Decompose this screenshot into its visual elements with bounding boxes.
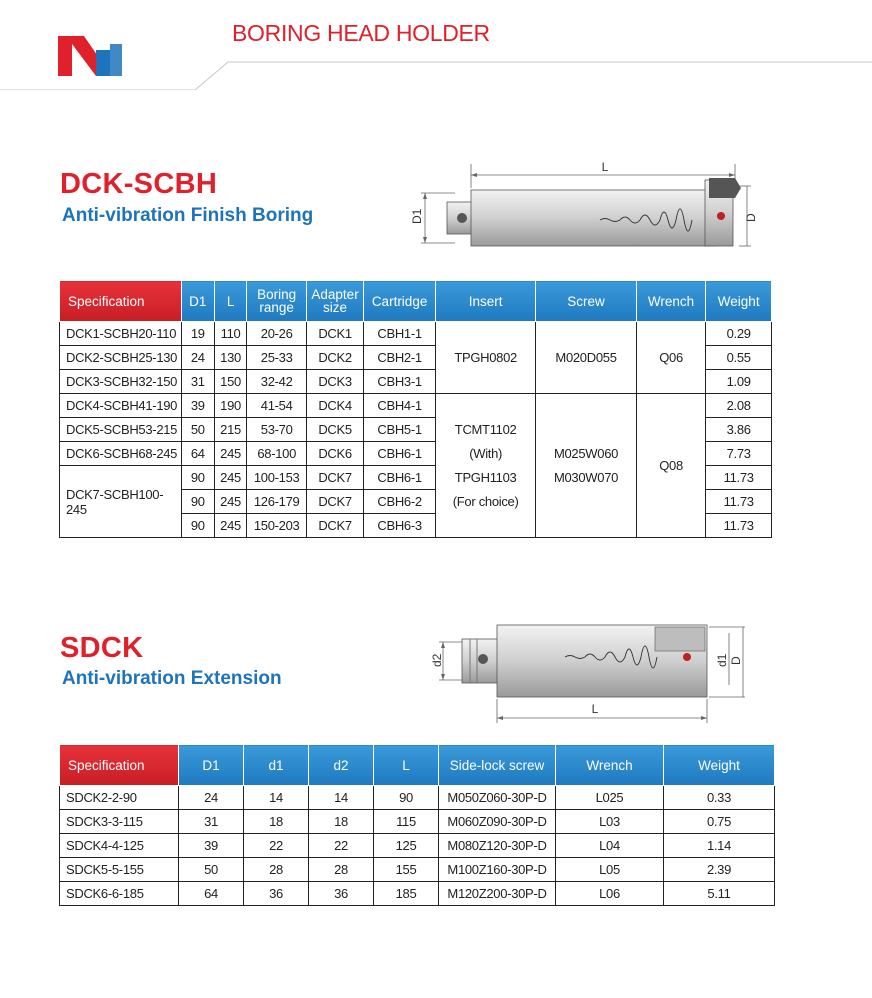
section2-title: SDCK bbox=[60, 632, 144, 664]
col-header-insert: Insert bbox=[435, 281, 535, 322]
cell-L: 90 bbox=[374, 786, 439, 810]
cell-range: 41-54 bbox=[247, 394, 306, 418]
cell-wrench: L05 bbox=[556, 858, 664, 882]
cell-wrench-group2: Q08 bbox=[636, 394, 706, 538]
cell-wrench: L06 bbox=[556, 882, 664, 906]
dim-label-d1: d1 bbox=[715, 653, 729, 667]
screw-line: M030W070 bbox=[553, 469, 619, 485]
cell-d1: 90 bbox=[181, 490, 214, 514]
cell-weight: 2.39 bbox=[664, 858, 775, 882]
screw-line: M025W060 bbox=[553, 445, 619, 461]
cell-d1: 18 bbox=[244, 810, 309, 834]
dim-label-L: L bbox=[601, 160, 609, 174]
extension-diagram bbox=[425, 615, 765, 725]
col-header-d1: D1 bbox=[181, 281, 214, 322]
cell-d1: 36 bbox=[244, 882, 309, 906]
cell-l: 150 bbox=[214, 370, 247, 394]
cell-weight: 3.86 bbox=[706, 418, 772, 442]
cell-insert-group2 bbox=[435, 394, 535, 538]
cell-L: 185 bbox=[374, 882, 439, 906]
col-header-boring-range: Boring range bbox=[247, 281, 306, 322]
col-header-weight: Weight bbox=[706, 281, 772, 322]
col-header-cartridge: Cartridge bbox=[364, 281, 436, 322]
dim-label-D1: D1 bbox=[410, 208, 424, 224]
cell-wrench: L025 bbox=[556, 786, 664, 810]
cell-l: 190 bbox=[214, 394, 247, 418]
cell-cartridge: CBH6-2 bbox=[364, 490, 436, 514]
dim-label-d2: d2 bbox=[430, 653, 444, 667]
cell-l: 245 bbox=[214, 514, 247, 538]
cell-spec: SDCK2-2-90 bbox=[60, 786, 179, 810]
cell-spec: DCK6-SCBH68-245 bbox=[60, 442, 182, 466]
cell-D1: 24 bbox=[179, 786, 244, 810]
cell-l: 245 bbox=[214, 466, 247, 490]
cell-spec: SDCK4-4-125 bbox=[60, 834, 179, 858]
cell-cartridge: CBH6-1 bbox=[364, 442, 436, 466]
cell-l: 110 bbox=[214, 322, 247, 346]
dim-label-L: L bbox=[591, 702, 599, 716]
cell-weight: 0.29 bbox=[706, 322, 772, 346]
cell-screw: M060Z090-30P-D bbox=[439, 810, 556, 834]
cell-weight: 1.14 bbox=[664, 834, 775, 858]
cell-adapter: DCK3 bbox=[306, 370, 363, 394]
cell-adapter: DCK7 bbox=[306, 490, 363, 514]
cell-cartridge: CBH2-1 bbox=[364, 346, 436, 370]
cell-weight: 2.08 bbox=[706, 394, 772, 418]
table-row bbox=[60, 882, 775, 906]
cell-l: 130 bbox=[214, 346, 247, 370]
cell-L: 155 bbox=[374, 858, 439, 882]
cell-range: 68-100 bbox=[247, 442, 306, 466]
page-title: BORING HEAD HOLDER bbox=[232, 20, 490, 46]
col-header-L: L bbox=[374, 745, 439, 786]
cell-d2: 22 bbox=[309, 834, 374, 858]
cell-weight: 11.73 bbox=[706, 514, 772, 538]
cell-d2: 18 bbox=[309, 810, 374, 834]
cell-insert-group1: TPGH0802 bbox=[435, 322, 535, 394]
cell-spec: DCK1-SCBH20-110 bbox=[60, 322, 182, 346]
boring-head-diagram bbox=[405, 150, 785, 255]
cell-D1: 50 bbox=[179, 858, 244, 882]
cell-d1: 28 bbox=[244, 858, 309, 882]
cell-screw: M100Z160-30P-D bbox=[439, 858, 556, 882]
cell-spec: SDCK6-6-185 bbox=[60, 882, 179, 906]
cell-wrench: L04 bbox=[556, 834, 664, 858]
cell-D1: 31 bbox=[179, 810, 244, 834]
col-header-wrench: Wrench bbox=[556, 745, 664, 786]
cell-d1: 90 bbox=[181, 514, 214, 538]
col-header-wrench: Wrench bbox=[636, 281, 706, 322]
cell-wrench-group1: Q06 bbox=[636, 322, 706, 394]
cell-adapter: DCK7 bbox=[306, 466, 363, 490]
insert-line: (With) bbox=[469, 445, 503, 461]
cell-l: 245 bbox=[214, 490, 247, 514]
cell-weight: 0.75 bbox=[664, 810, 775, 834]
cell-range: 32-42 bbox=[247, 370, 306, 394]
cell-adapter: DCK1 bbox=[306, 322, 363, 346]
cell-cartridge: CBH6-1 bbox=[364, 466, 436, 490]
col-header-screw: Screw bbox=[536, 281, 636, 322]
table-row bbox=[60, 810, 775, 834]
cell-screw: M050Z060-30P-D bbox=[439, 786, 556, 810]
cell-cartridge: CBH4-1 bbox=[364, 394, 436, 418]
cell-l: 215 bbox=[214, 418, 247, 442]
cell-adapter: DCK6 bbox=[306, 442, 363, 466]
cell-adapter: DCK7 bbox=[306, 514, 363, 538]
section2-subtitle: Anti-vibration Extension bbox=[62, 668, 282, 689]
section1-title: DCK-SCBH bbox=[60, 168, 218, 200]
insert-line: (For choice) bbox=[452, 493, 519, 509]
cell-spec: SDCK5-5-155 bbox=[60, 858, 179, 882]
col-header-l: L bbox=[214, 281, 247, 322]
cell-range: 100-153 bbox=[247, 466, 306, 490]
table-row bbox=[60, 394, 772, 418]
cell-weight: 11.73 bbox=[706, 466, 772, 490]
cell-weight: 0.55 bbox=[706, 346, 772, 370]
cell-weight: 5.11 bbox=[664, 882, 775, 906]
cell-d1: 64 bbox=[181, 442, 214, 466]
table-row bbox=[60, 834, 775, 858]
cell-adapter: DCK4 bbox=[306, 394, 363, 418]
cell-spec: DCK2-SCBH25-130 bbox=[60, 346, 182, 370]
cell-D1: 64 bbox=[179, 882, 244, 906]
cell-cartridge: CBH1-1 bbox=[364, 322, 436, 346]
cell-d1: 22 bbox=[244, 834, 309, 858]
dim-label-D: D bbox=[744, 213, 758, 222]
cell-cartridge: CBH6-3 bbox=[364, 514, 436, 538]
col-header-D1: D1 bbox=[179, 745, 244, 786]
cell-range: 126-179 bbox=[247, 490, 306, 514]
cell-d2: 28 bbox=[309, 858, 374, 882]
sdck-table bbox=[59, 744, 775, 906]
cell-spec: DCK5-SCBH53-215 bbox=[60, 418, 182, 442]
cell-spec: DCK7-SCBH100-245 bbox=[60, 466, 182, 538]
cell-screw: M120Z200-30P-D bbox=[439, 882, 556, 906]
col-header-weight: Weight bbox=[664, 745, 775, 786]
cell-weight: 1.09 bbox=[706, 370, 772, 394]
cell-D1: 39 bbox=[179, 834, 244, 858]
cell-weight: 0.33 bbox=[664, 786, 775, 810]
cell-d1: 90 bbox=[181, 466, 214, 490]
col-header-d1: d1 bbox=[244, 745, 309, 786]
cell-l: 245 bbox=[214, 442, 247, 466]
cell-d1: 50 bbox=[181, 418, 214, 442]
section1-subtitle: Anti-vibration Finish Boring bbox=[62, 205, 314, 226]
cell-cartridge: CBH3-1 bbox=[364, 370, 436, 394]
col-header-specification: Specification bbox=[60, 745, 179, 786]
cell-weight: 11.73 bbox=[706, 490, 772, 514]
cell-L: 125 bbox=[374, 834, 439, 858]
brand-logo-icon bbox=[58, 32, 124, 80]
cell-range: 25-33 bbox=[247, 346, 306, 370]
col-header-side-lock-screw: Side-lock screw bbox=[439, 745, 556, 786]
cell-screw-group1: M020D055 bbox=[536, 322, 636, 394]
cell-d1: 14 bbox=[244, 786, 309, 810]
cell-d1: 24 bbox=[181, 346, 214, 370]
cell-screw: M080Z120-30P-D bbox=[439, 834, 556, 858]
table-row bbox=[60, 858, 775, 882]
insert-line: TCMT1102 bbox=[454, 421, 517, 437]
cell-range: 150-203 bbox=[247, 514, 306, 538]
cell-spec: SDCK3-3-115 bbox=[60, 810, 179, 834]
cell-cartridge: CBH5-1 bbox=[364, 418, 436, 442]
table-row bbox=[60, 322, 772, 346]
insert-line: TPGH1103 bbox=[454, 469, 517, 485]
dck-scbh-table bbox=[59, 280, 772, 538]
cell-d1: 39 bbox=[181, 394, 214, 418]
cell-wrench: L03 bbox=[556, 810, 664, 834]
cell-d1: 31 bbox=[181, 370, 214, 394]
cell-weight: 7.73 bbox=[706, 442, 772, 466]
cell-d2: 14 bbox=[309, 786, 374, 810]
cell-d2: 36 bbox=[309, 882, 374, 906]
cell-L: 115 bbox=[374, 810, 439, 834]
col-header-specification: Specification bbox=[60, 281, 182, 322]
cell-adapter: DCK2 bbox=[306, 346, 363, 370]
cell-d1: 19 bbox=[181, 322, 214, 346]
cell-adapter: DCK5 bbox=[306, 418, 363, 442]
cell-screw-group2 bbox=[536, 394, 636, 538]
dim-label-D: D bbox=[729, 656, 743, 665]
cell-range: 20-26 bbox=[247, 322, 306, 346]
col-header-d2: d2 bbox=[309, 745, 374, 786]
cell-spec: DCK4-SCBH41-190 bbox=[60, 394, 182, 418]
cell-range: 53-70 bbox=[247, 418, 306, 442]
table-row bbox=[60, 786, 775, 810]
cell-spec: DCK3-SCBH32-150 bbox=[60, 370, 182, 394]
col-header-adapter-size: Adapter size bbox=[306, 281, 363, 322]
